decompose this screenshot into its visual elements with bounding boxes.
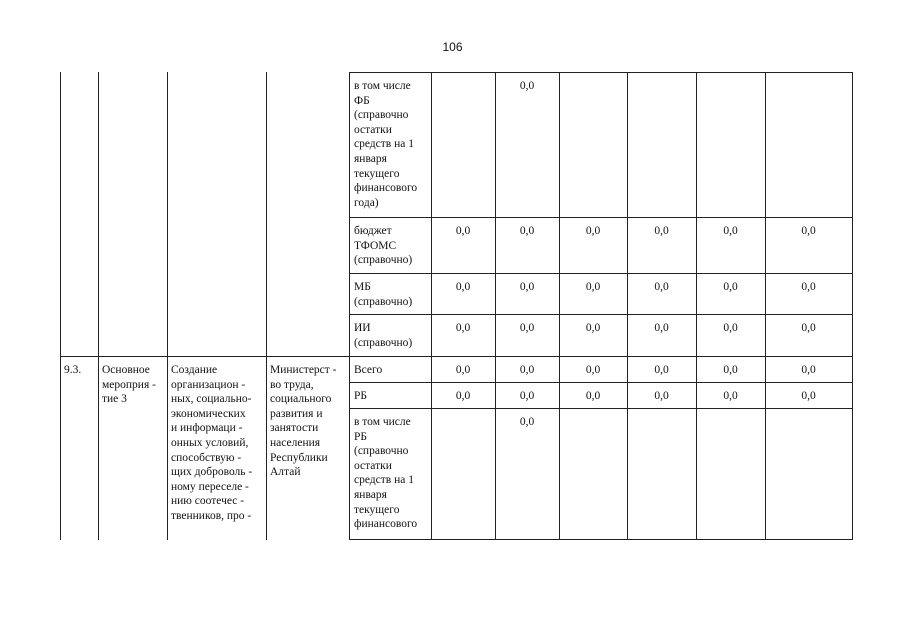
value-cell: 0,0 [654, 225, 669, 237]
row-label: в том числе РБ (справочно остатки средств на 1 января текущего финансового [354, 416, 418, 531]
item-description: Создание организацион - ных, социально- экономических и информаци - онных условий, способствую - щих доброволь - ному переселе - нию соотечес - твенников, про - [171, 364, 253, 522]
value-cell: 0,0 [455, 322, 471, 334]
row-label: ИИ (справочно) [354, 322, 413, 349]
value-cell: 0,0 [455, 390, 471, 402]
value-cell: 0,0 [723, 281, 738, 293]
value-cell: 0,0 [519, 281, 535, 293]
row-label: РБ [354, 390, 367, 402]
value-cell: 0,0 [585, 225, 601, 237]
value-cell: 0,0 [455, 225, 471, 237]
value-cell: 0,0 [801, 364, 816, 376]
item-type: Основное мероприя - тие 3 [102, 364, 156, 406]
value-cell: 0,0 [801, 390, 816, 402]
value-cell: 0,0 [654, 364, 669, 376]
value-cell: 0,0 [654, 390, 669, 402]
value-cell: 0,0 [585, 281, 601, 293]
value-cell: 0,0 [519, 322, 535, 334]
value-cell: 0,0 [585, 364, 601, 376]
value-cell: 0,0 [585, 390, 601, 402]
value-cell: 0,0 [723, 322, 738, 334]
page-number: 106 [442, 40, 463, 54]
value-cell: 0,0 [455, 364, 471, 376]
item-executor: Министерст - во труда, социального развития и занятости населения Республики Алтай [270, 364, 337, 479]
value-cell: 0,0 [801, 225, 816, 237]
value-cell: 0,0 [519, 390, 535, 402]
row-label: МБ (справочно) [354, 281, 413, 308]
item-number: 9.3. [64, 364, 82, 376]
value-cell: 0,0 [723, 390, 738, 402]
row-label: бюджет ТФОМС (справочно) [354, 225, 413, 267]
value-cell: 0,0 [519, 364, 535, 376]
value-cell: 0,0 [519, 80, 535, 92]
row-label: в том числе ФБ (справочно остатки средств на 1 января текущего финансового года) [354, 80, 418, 209]
value-cell: 0,0 [455, 281, 471, 293]
value-cell: 0,0 [723, 364, 738, 376]
value-cell: 0,0 [519, 225, 535, 237]
value-cell: 0,0 [723, 225, 738, 237]
row-label: Всего [354, 364, 383, 376]
value-cell: 0,0 [585, 322, 601, 334]
value-cell: 0,0 [519, 416, 535, 428]
value-cell: 0,0 [801, 281, 816, 293]
value-cell: 0,0 [654, 322, 669, 334]
value-cell: 0,0 [654, 281, 669, 293]
value-cell: 0,0 [801, 322, 816, 334]
